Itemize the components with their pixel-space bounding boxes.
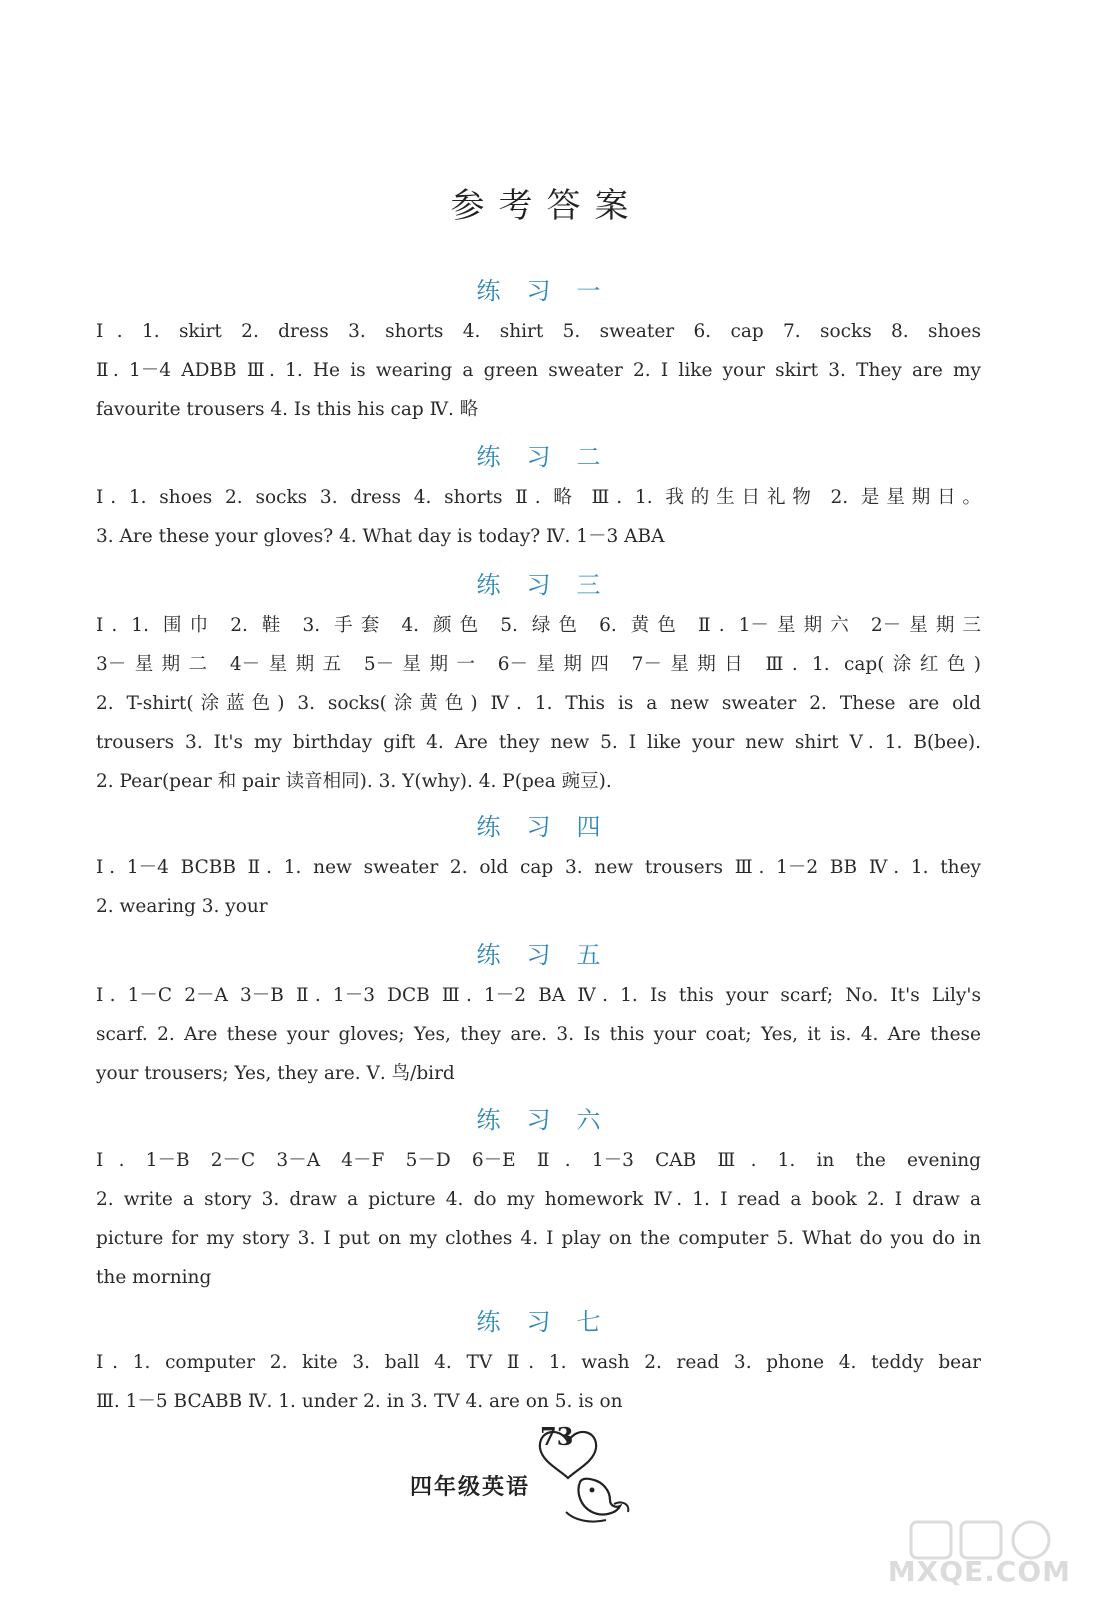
- answer-line: 3. Are these your gloves? 4. What day is today? Ⅳ. 1－3 ABA: [96, 526, 665, 547]
- answer-section: [96, 570, 981, 801]
- answer-line: 3－星期二 4－星期五 5－星期一 6－星期四 7－星期日 Ⅲ. 1. cap(涂红色): [96, 654, 981, 675]
- answer-line: scarf. 2. Are these your gloves; Yes, they are. 3. Is this your coat; Yes, it is. 4. Are these: [96, 1024, 981, 1045]
- answer-line: favourite trousers 4. Is this his cap Ⅳ. 略: [96, 399, 479, 420]
- answer-line: Ⅰ. 1. shoes 2. socks 3. dress 4. shorts Ⅱ. 略 Ⅲ. 1. 我的生日礼物 2. 是星期日。: [96, 487, 981, 508]
- answer-section: [96, 1307, 981, 1421]
- answer-line: 2. write a story 3. draw a picture 4. do my homework Ⅳ. 1. I read a book 2. I draw a: [96, 1189, 981, 1210]
- answer-line: Ⅰ. 1. 围巾 2. 鞋 3. 手套 4. 颜色 5. 绿色 6. 黄色 Ⅱ. 1－星期六 2－星期三: [96, 615, 981, 636]
- answer-line: the morning: [96, 1267, 212, 1288]
- answer-line: Ⅱ. 1－4 ADBB Ⅲ. 1. He is wearing a green sweater 2. I like your skirt 3. They are my: [96, 360, 981, 381]
- answer-line: 2. T-shirt(涂蓝色) 3. socks(涂黄色) Ⅳ. 1. This is a new sweater 2. These are old: [96, 693, 981, 714]
- answer-section: [96, 276, 981, 429]
- watermark: [887, 1518, 1071, 1588]
- answer-line: Ⅲ. 1－5 BCABB Ⅳ. 1. under 2. in 3. TV 4. are on 5. is on: [96, 1391, 623, 1412]
- answer-line: picture for my story 3. I put on my clothes 4. I play on the computer 5. What do you do in: [96, 1228, 981, 1249]
- page-footer: [400, 1420, 660, 1530]
- section-heading: 练习五: [476, 941, 627, 969]
- section-heading: 练习一: [476, 277, 627, 305]
- grade-label: 四年级英语: [410, 1475, 531, 1500]
- answer-section: [96, 1105, 981, 1297]
- answer-line: Ⅰ. 1. computer 2. kite 3. ball 4. TV Ⅱ. 1. wash 2. read 3. phone 4. teddy bear: [96, 1352, 981, 1373]
- section-heading: 练习三: [476, 571, 627, 599]
- answer-line: Ⅰ. 1－B 2－C 3－A 4－F 5－D 6－E Ⅱ. 1－3 CAB Ⅲ. 1. in the evening: [96, 1150, 981, 1171]
- page-title: 参考答案: [450, 186, 643, 226]
- section-heading: 练习六: [476, 1106, 627, 1134]
- section-heading: 练习四: [476, 813, 627, 841]
- answer-section: [96, 940, 981, 1093]
- section-heading: 练习二: [476, 443, 627, 471]
- answer-line: 2. Pear(pear 和 pair 读音相同). 3. Y(why). 4. P(pea 豌豆).: [96, 771, 612, 792]
- answer-line: Ⅰ. 1－4 BCBB Ⅱ. 1. new sweater 2. old cap 3. new trousers Ⅲ. 1－2 BB Ⅳ. 1. they: [96, 857, 981, 878]
- answer-line: 2. wearing 3. your: [96, 896, 268, 917]
- watermark-text: MXQE.COM: [887, 1555, 1071, 1588]
- answer-line: your trousers; Yes, they are. Ⅴ. 鸟/bird: [96, 1063, 455, 1084]
- answer-line: Ⅰ. 1－C 2－A 3－B Ⅱ. 1－3 DCB Ⅲ. 1－2 BA Ⅳ. 1. Is this your scarf; No. It's Lily's: [96, 985, 981, 1006]
- answer-line: trousers 3. It's my birthday gift 4. Are they new 5. I like your new shirt Ⅴ. 1. B(bee).: [96, 732, 981, 753]
- answer-section: [96, 442, 981, 556]
- answer-line: Ⅰ. 1. skirt 2. dress 3. shorts 4. shirt 5. sweater 6. cap 7. socks 8. shoes: [96, 321, 981, 342]
- page-number: 73: [540, 1422, 574, 1451]
- answer-section: [96, 812, 981, 926]
- section-heading: 练习七: [476, 1308, 627, 1336]
